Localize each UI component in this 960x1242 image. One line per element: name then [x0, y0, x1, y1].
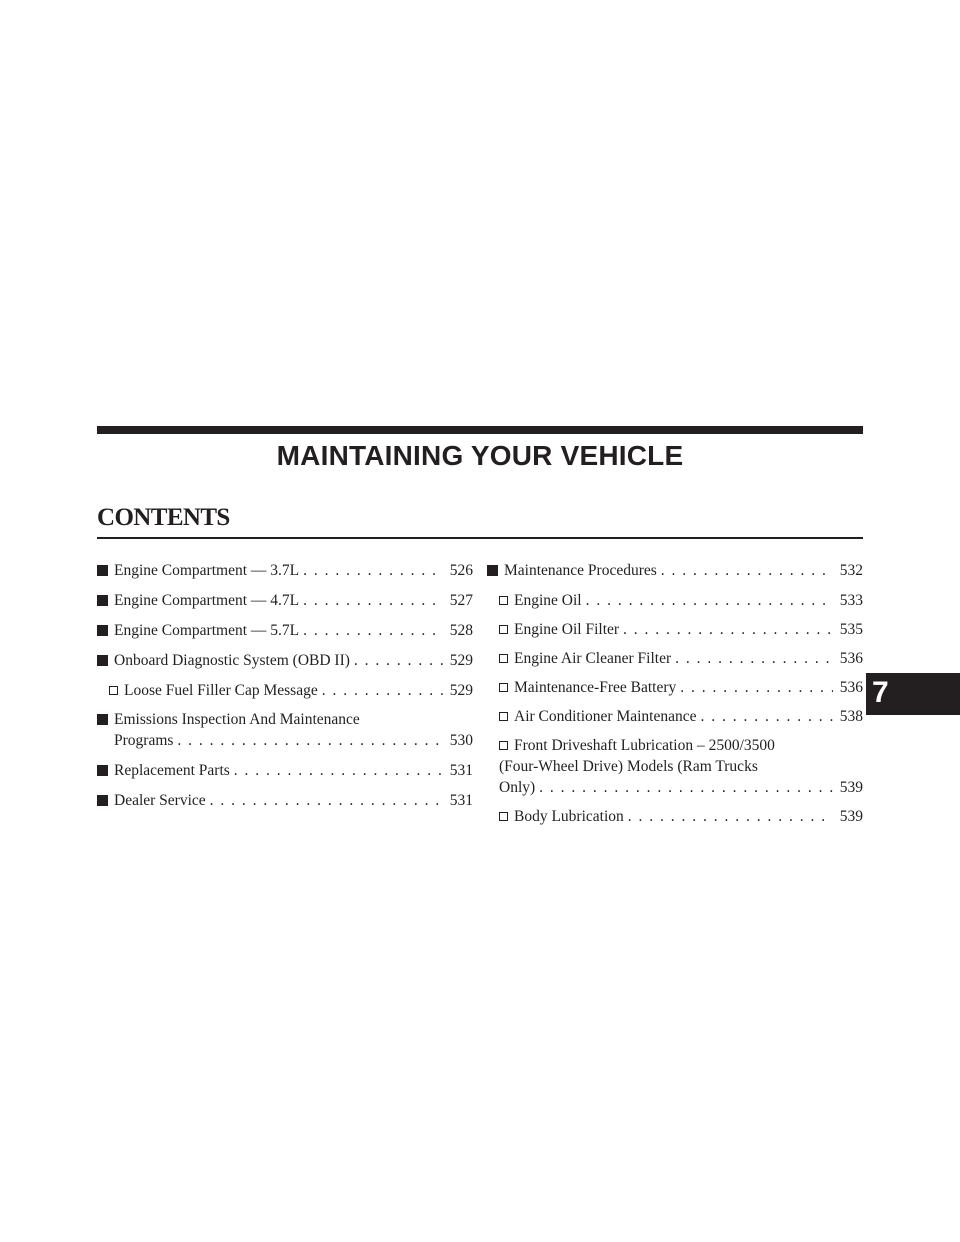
toc-page-number: 530 — [449, 732, 473, 749]
toc-entry-label: Engine Compartment — 3.7L — [114, 562, 300, 579]
chapter-top-bar — [97, 426, 863, 434]
toc-entry-label: Engine Compartment — 5.7L — [114, 622, 300, 639]
toc-page-number: 531 — [449, 792, 473, 809]
hollow-square-bullet-icon — [499, 812, 508, 821]
leader-dots — [210, 790, 443, 811]
toc-entry[interactable] — [97, 560, 473, 581]
chapter-title: MAINTAINING YOUR VEHICLE — [276, 440, 684, 471]
toc-entry-label: Engine Air Cleaner Filter — [514, 650, 672, 667]
toc-page-number: 528 — [449, 622, 473, 639]
toc-page-number: 531 — [449, 762, 473, 779]
leader-dots — [177, 730, 443, 751]
toc-subentry[interactable] — [487, 648, 863, 669]
square-bullet-icon — [97, 595, 108, 606]
toc-subentry[interactable] — [487, 806, 863, 827]
toc-subentry[interactable] — [487, 735, 863, 798]
toc-entry-label: Engine Oil — [514, 592, 582, 609]
hollow-square-bullet-icon — [109, 686, 118, 695]
hollow-square-bullet-icon — [499, 654, 508, 663]
toc-page-number: 533 — [839, 592, 863, 609]
toc-right-column — [487, 560, 863, 835]
leader-dots — [680, 677, 833, 698]
square-bullet-icon — [97, 655, 108, 666]
leader-dots — [586, 590, 833, 611]
hollow-square-bullet-icon — [499, 596, 508, 605]
toc-page-number: 536 — [839, 650, 863, 667]
toc-entry-label-cont: (Four-Wheel Drive) Models (Ram Trucks — [499, 758, 758, 775]
toc-subentry[interactable] — [97, 680, 473, 701]
leader-dots — [701, 706, 833, 727]
toc-page-number: 529 — [449, 652, 473, 669]
toc-entry-label: Onboard Diagnostic System (OBD II) — [114, 652, 350, 669]
square-bullet-icon — [97, 795, 108, 806]
toc-entry-label: Loose Fuel Filler Cap Message — [124, 682, 318, 699]
toc-entry-label: Maintenance-Free Battery — [514, 679, 677, 696]
chapter-tab-number: 7 — [872, 676, 889, 709]
toc-entry-label: Dealer Service — [114, 792, 206, 809]
leader-dots — [303, 620, 443, 641]
toc-subentry[interactable] — [487, 619, 863, 640]
toc-entry-label: Engine Oil Filter — [514, 621, 620, 638]
toc-subentry[interactable] — [487, 706, 863, 727]
square-bullet-icon — [487, 565, 498, 576]
leader-dots — [628, 806, 833, 827]
toc-entry[interactable] — [487, 560, 863, 581]
square-bullet-icon — [97, 625, 108, 636]
toc-page-number: 536 — [839, 679, 863, 696]
hollow-square-bullet-icon — [499, 683, 508, 692]
toc-entry-label: Emissions Inspection And Maintenance — [114, 711, 360, 728]
toc-page-number: 538 — [839, 708, 863, 725]
toc-entry-label-cont: Programs — [114, 732, 174, 749]
toc-entry-label: Engine Compartment — 4.7L — [114, 592, 300, 609]
square-bullet-icon — [97, 714, 108, 725]
leader-dots — [322, 680, 443, 701]
toc-page-number: 527 — [449, 592, 473, 609]
toc-entry-label: Replacement Parts — [114, 762, 230, 779]
square-bullet-icon — [97, 565, 108, 576]
toc-entry-label: Maintenance Procedures — [504, 562, 657, 579]
contents-heading: CONTENTS — [97, 504, 230, 531]
toc-entry-label: Body Lubrication — [514, 808, 624, 825]
toc-entry-label: Front Driveshaft Lubrication – 2500/3500 — [514, 737, 775, 754]
leader-dots — [623, 619, 833, 640]
toc-entry[interactable] — [97, 650, 473, 671]
toc-entry[interactable] — [97, 620, 473, 641]
toc-subentry[interactable] — [487, 590, 863, 611]
leader-dots — [354, 650, 443, 671]
toc-entry[interactable] — [97, 709, 473, 751]
leader-dots — [539, 777, 833, 798]
toc-entry-label: Air Conditioner Maintenance — [514, 708, 697, 725]
toc-entry[interactable] — [97, 760, 473, 781]
leader-dots — [675, 648, 833, 669]
square-bullet-icon — [97, 765, 108, 776]
toc-entry[interactable] — [97, 790, 473, 811]
toc-entry[interactable] — [97, 590, 473, 611]
toc-page-number: 526 — [449, 562, 473, 579]
contents-rule — [97, 537, 863, 539]
hollow-square-bullet-icon — [499, 712, 508, 721]
toc-entry-label-cont: Only) — [499, 779, 536, 796]
leader-dots — [303, 560, 443, 581]
leader-dots — [234, 760, 443, 781]
toc-subentry[interactable] — [487, 677, 863, 698]
toc-page-number: 532 — [839, 562, 863, 579]
toc-page-number: 539 — [839, 779, 863, 796]
leader-dots — [661, 560, 833, 581]
hollow-square-bullet-icon — [499, 625, 508, 634]
toc-page-number: 535 — [839, 621, 863, 638]
toc-left-column — [97, 560, 473, 820]
leader-dots — [303, 590, 443, 611]
toc-page-number: 539 — [839, 808, 863, 825]
hollow-square-bullet-icon — [499, 741, 508, 750]
toc-page-number: 529 — [449, 682, 473, 699]
